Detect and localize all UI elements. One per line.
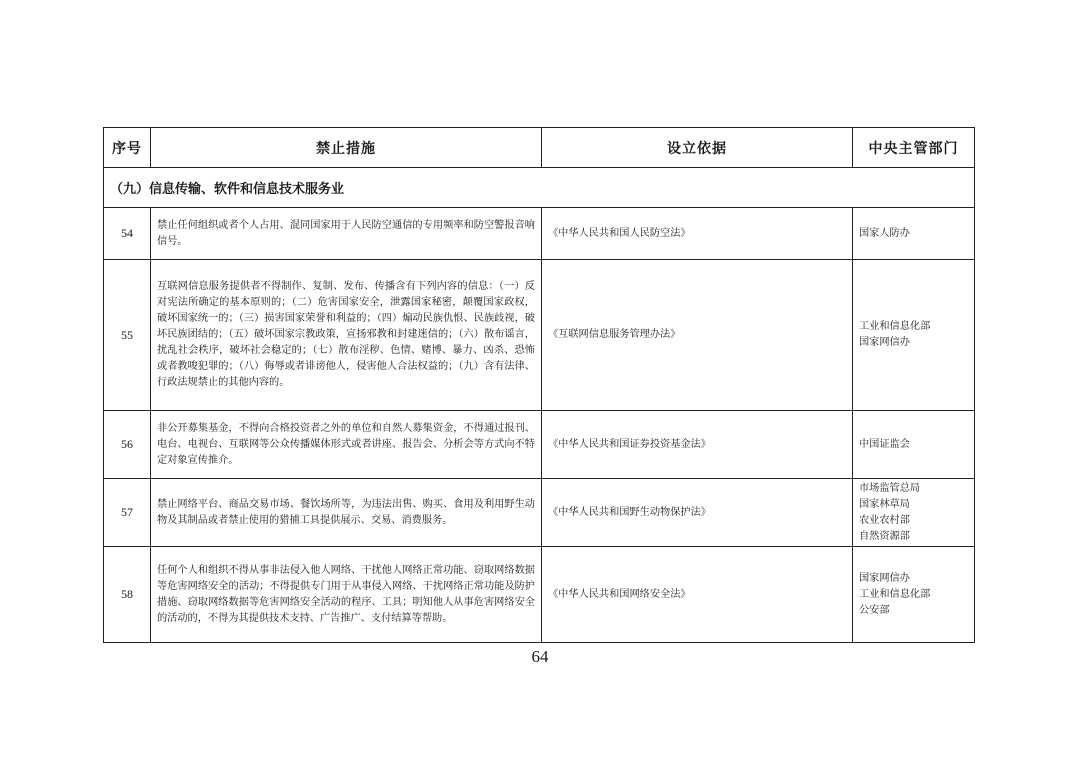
header-measure: 禁止措施	[151, 128, 542, 168]
page-number: 64	[531, 647, 549, 666]
row-dept	[853, 208, 975, 260]
dept-name: 公安部	[859, 604, 890, 616]
section-title: （九）信息传输、软件和信息技术服务业	[104, 168, 975, 208]
regulation-table	[103, 127, 975, 643]
dept-name: 农业农村部	[859, 514, 910, 526]
row-dept	[853, 547, 975, 643]
table-row	[104, 208, 975, 260]
dept-name: 国家人防办	[859, 227, 910, 239]
section-row	[104, 168, 975, 208]
row-measure: 禁止网络平台、商品交易市场、餐饮场所等，为违法出售、购买、食用及利用野生动物及其制品或者禁止使用的猎捕工具提供展示、交易、消费服务。	[151, 479, 542, 547]
row-number: 57	[104, 479, 151, 547]
dept-name: 国家林草局	[859, 498, 910, 510]
table-row	[104, 411, 975, 479]
row-dept	[853, 411, 975, 479]
row-basis: 《中华人民共和国证券投资基金法》	[542, 411, 853, 479]
row-number: 54	[104, 208, 151, 260]
row-number: 56	[104, 411, 151, 479]
row-basis: 《互联网信息服务管理办法》	[542, 260, 853, 411]
dept-name: 工业和信息化部	[859, 588, 931, 600]
row-number: 55	[104, 260, 151, 411]
table-header-row	[104, 128, 975, 168]
table-row	[104, 260, 975, 411]
row-measure: 非公开募集基金，不得向合格投资者之外的单位和自然人募集资金，不得通过报刊、电台、电视台、互联网等公众传播媒体形式或者讲座、报告会、分析会等方式向不特定对象宣传推介。	[151, 411, 542, 479]
table-row	[104, 547, 975, 643]
dept-name: 工业和信息化部	[859, 321, 931, 332]
row-measure: 互联网信息服务提供者不得制作、复制、发布、传播含有下列内容的信息：（一）反对宪法所确定的基本原则的；（二）危害国家安全，泄露国家秘密，颠覆国家政权，破坏国家统一的；（三）损害国家荣誉和利益的；（四）煽动民族仇恨、民族歧视，破坏民族团结的；（五）破坏国家宗教政策，宣扬邪教和封建迷信的；（六）散布谣言，扰乱社会秩序，破坏社会稳定的；（七）散布淫秽、色情、赌博、暴力、凶杀、恐怖或者教唆犯罪的；（八）侮辱或者诽谤他人，侵害他人合法权益的；（九）含有法律、行政法规禁止的其他内容的。	[151, 260, 542, 411]
dept-name: 自然资源部	[859, 530, 910, 542]
row-basis: 《中华人民共和国网络安全法》	[542, 547, 853, 643]
row-number: 58	[104, 547, 151, 643]
row-measure: 任何个人和组织不得从事非法侵入他人网络、干扰他人网络正常功能、窃取网络数据等危害网络安全的活动；不得提供专门用于从事侵入网络、干扰网络正常功能及防护措施、窃取网络数据等危害网络安全活动的程序、工具；明知他人从事危害网络安全的活动的，不得为其提供技术支持、广告推广、支付结算等帮助。	[151, 547, 542, 643]
row-measure: 禁止任何组织或者个人占用、混同国家用于人民防空通信的专用频率和防空警报音响信号。	[151, 208, 542, 260]
row-dept	[853, 260, 975, 411]
row-dept	[853, 479, 975, 547]
header-dept: 中央主管部门	[853, 128, 975, 168]
header-basis: 设立依据	[542, 128, 853, 168]
dept-name: 国家网信办	[859, 572, 910, 584]
dept-name: 市场监管总局	[859, 482, 921, 494]
row-basis: 《中华人民共和国人民防空法》	[542, 208, 853, 260]
dept-name: 国家网信办	[859, 337, 910, 348]
table-row	[104, 479, 975, 547]
header-no: 序号	[104, 128, 151, 168]
row-basis: 《中华人民共和国野生动物保护法》	[542, 479, 853, 547]
dept-name: 中国证监会	[859, 438, 910, 450]
